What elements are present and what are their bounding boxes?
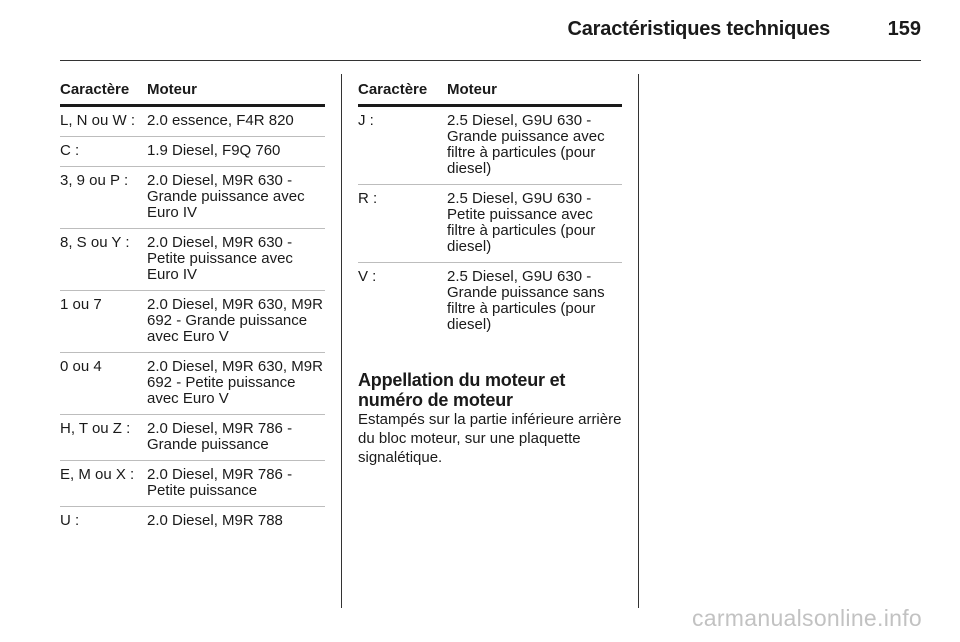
row-engine: 2.0 Diesel, M9R 630, M9R 692 - Petite puissance avec Euro V xyxy=(147,358,323,407)
watermark: carmanualsonline.info xyxy=(691,605,922,631)
row-code: U : xyxy=(60,512,80,529)
row-engine: 1.9 Diesel, F9Q 760 xyxy=(147,142,281,159)
row-code: L, N ou W : xyxy=(60,112,136,129)
header-caractere: Caractère xyxy=(358,81,428,98)
row-code: J : xyxy=(358,112,374,129)
row-code: 3, 9 ou P : xyxy=(60,172,129,189)
table-row xyxy=(358,185,622,263)
table-row xyxy=(60,107,325,137)
table-row xyxy=(358,263,622,340)
row-engine: 2.0 Diesel, M9R 788 xyxy=(147,512,283,529)
row-engine: 2.5 Diesel, G9U 630 - Grande puissance avec filtre à particules (pour diesel) xyxy=(447,112,605,177)
row-engine: 2.0 Diesel, M9R 630 - Petite puissance avec Euro IV xyxy=(147,234,293,283)
row-engine: 2.0 Diesel, M9R 630 - Grande puissance avec Euro IV xyxy=(147,172,305,221)
row-code: E, M ou X : xyxy=(60,466,135,483)
row-code: R : xyxy=(358,190,378,207)
table-row xyxy=(60,461,325,507)
page-title: Caractéristiques techniques xyxy=(567,18,830,40)
row-engine: 2.5 Diesel, G9U 630 - Petite puissance avec filtre à particules (pour diesel) xyxy=(447,190,596,255)
row-engine: 2.0 Diesel, M9R 786 - Grande puissance xyxy=(147,420,293,453)
row-code: C : xyxy=(60,142,80,159)
table-header xyxy=(60,82,325,107)
row-code: 8, S ou Y : xyxy=(60,234,130,251)
section-heading: Appellation du moteur et numéro de moteur xyxy=(358,370,566,410)
row-code: H, T ou Z : xyxy=(60,420,131,437)
table-row xyxy=(358,107,622,185)
column-divider xyxy=(638,74,639,608)
engine-table-right xyxy=(358,82,622,340)
header-moteur: Moteur xyxy=(447,81,497,98)
page-number: 159 xyxy=(887,18,921,40)
row-engine: 2.0 Diesel, M9R 786 - Petite puissance xyxy=(147,466,293,499)
table-row xyxy=(60,353,325,415)
table-row xyxy=(60,507,325,536)
row-engine: 2.5 Diesel, G9U 630 - Grande puissance sans filtre à particules (pour diesel) xyxy=(447,268,605,333)
row-code: V : xyxy=(358,268,377,285)
header-divider xyxy=(60,60,921,61)
column-divider xyxy=(341,74,342,608)
header-moteur: Moteur xyxy=(147,81,197,98)
table-header xyxy=(358,82,622,107)
row-code: 1 ou 7 xyxy=(60,296,102,313)
header-caractere: Caractère xyxy=(60,81,130,98)
row-engine: 2.0 essence, F4R 820 xyxy=(147,112,294,129)
table-row xyxy=(60,229,325,291)
table-row xyxy=(60,137,325,167)
table-row xyxy=(60,291,325,353)
table-row xyxy=(60,167,325,229)
section-body: Estampés sur la partie inférieure arrière du bloc moteur, sur une plaquette signalétique. xyxy=(358,411,622,466)
table-row xyxy=(60,415,325,461)
engine-table-left xyxy=(60,82,325,536)
row-code: 0 ou 4 xyxy=(60,358,102,375)
row-engine: 2.0 Diesel, M9R 630, M9R 692 - Grande puissance avec Euro V xyxy=(147,296,323,345)
